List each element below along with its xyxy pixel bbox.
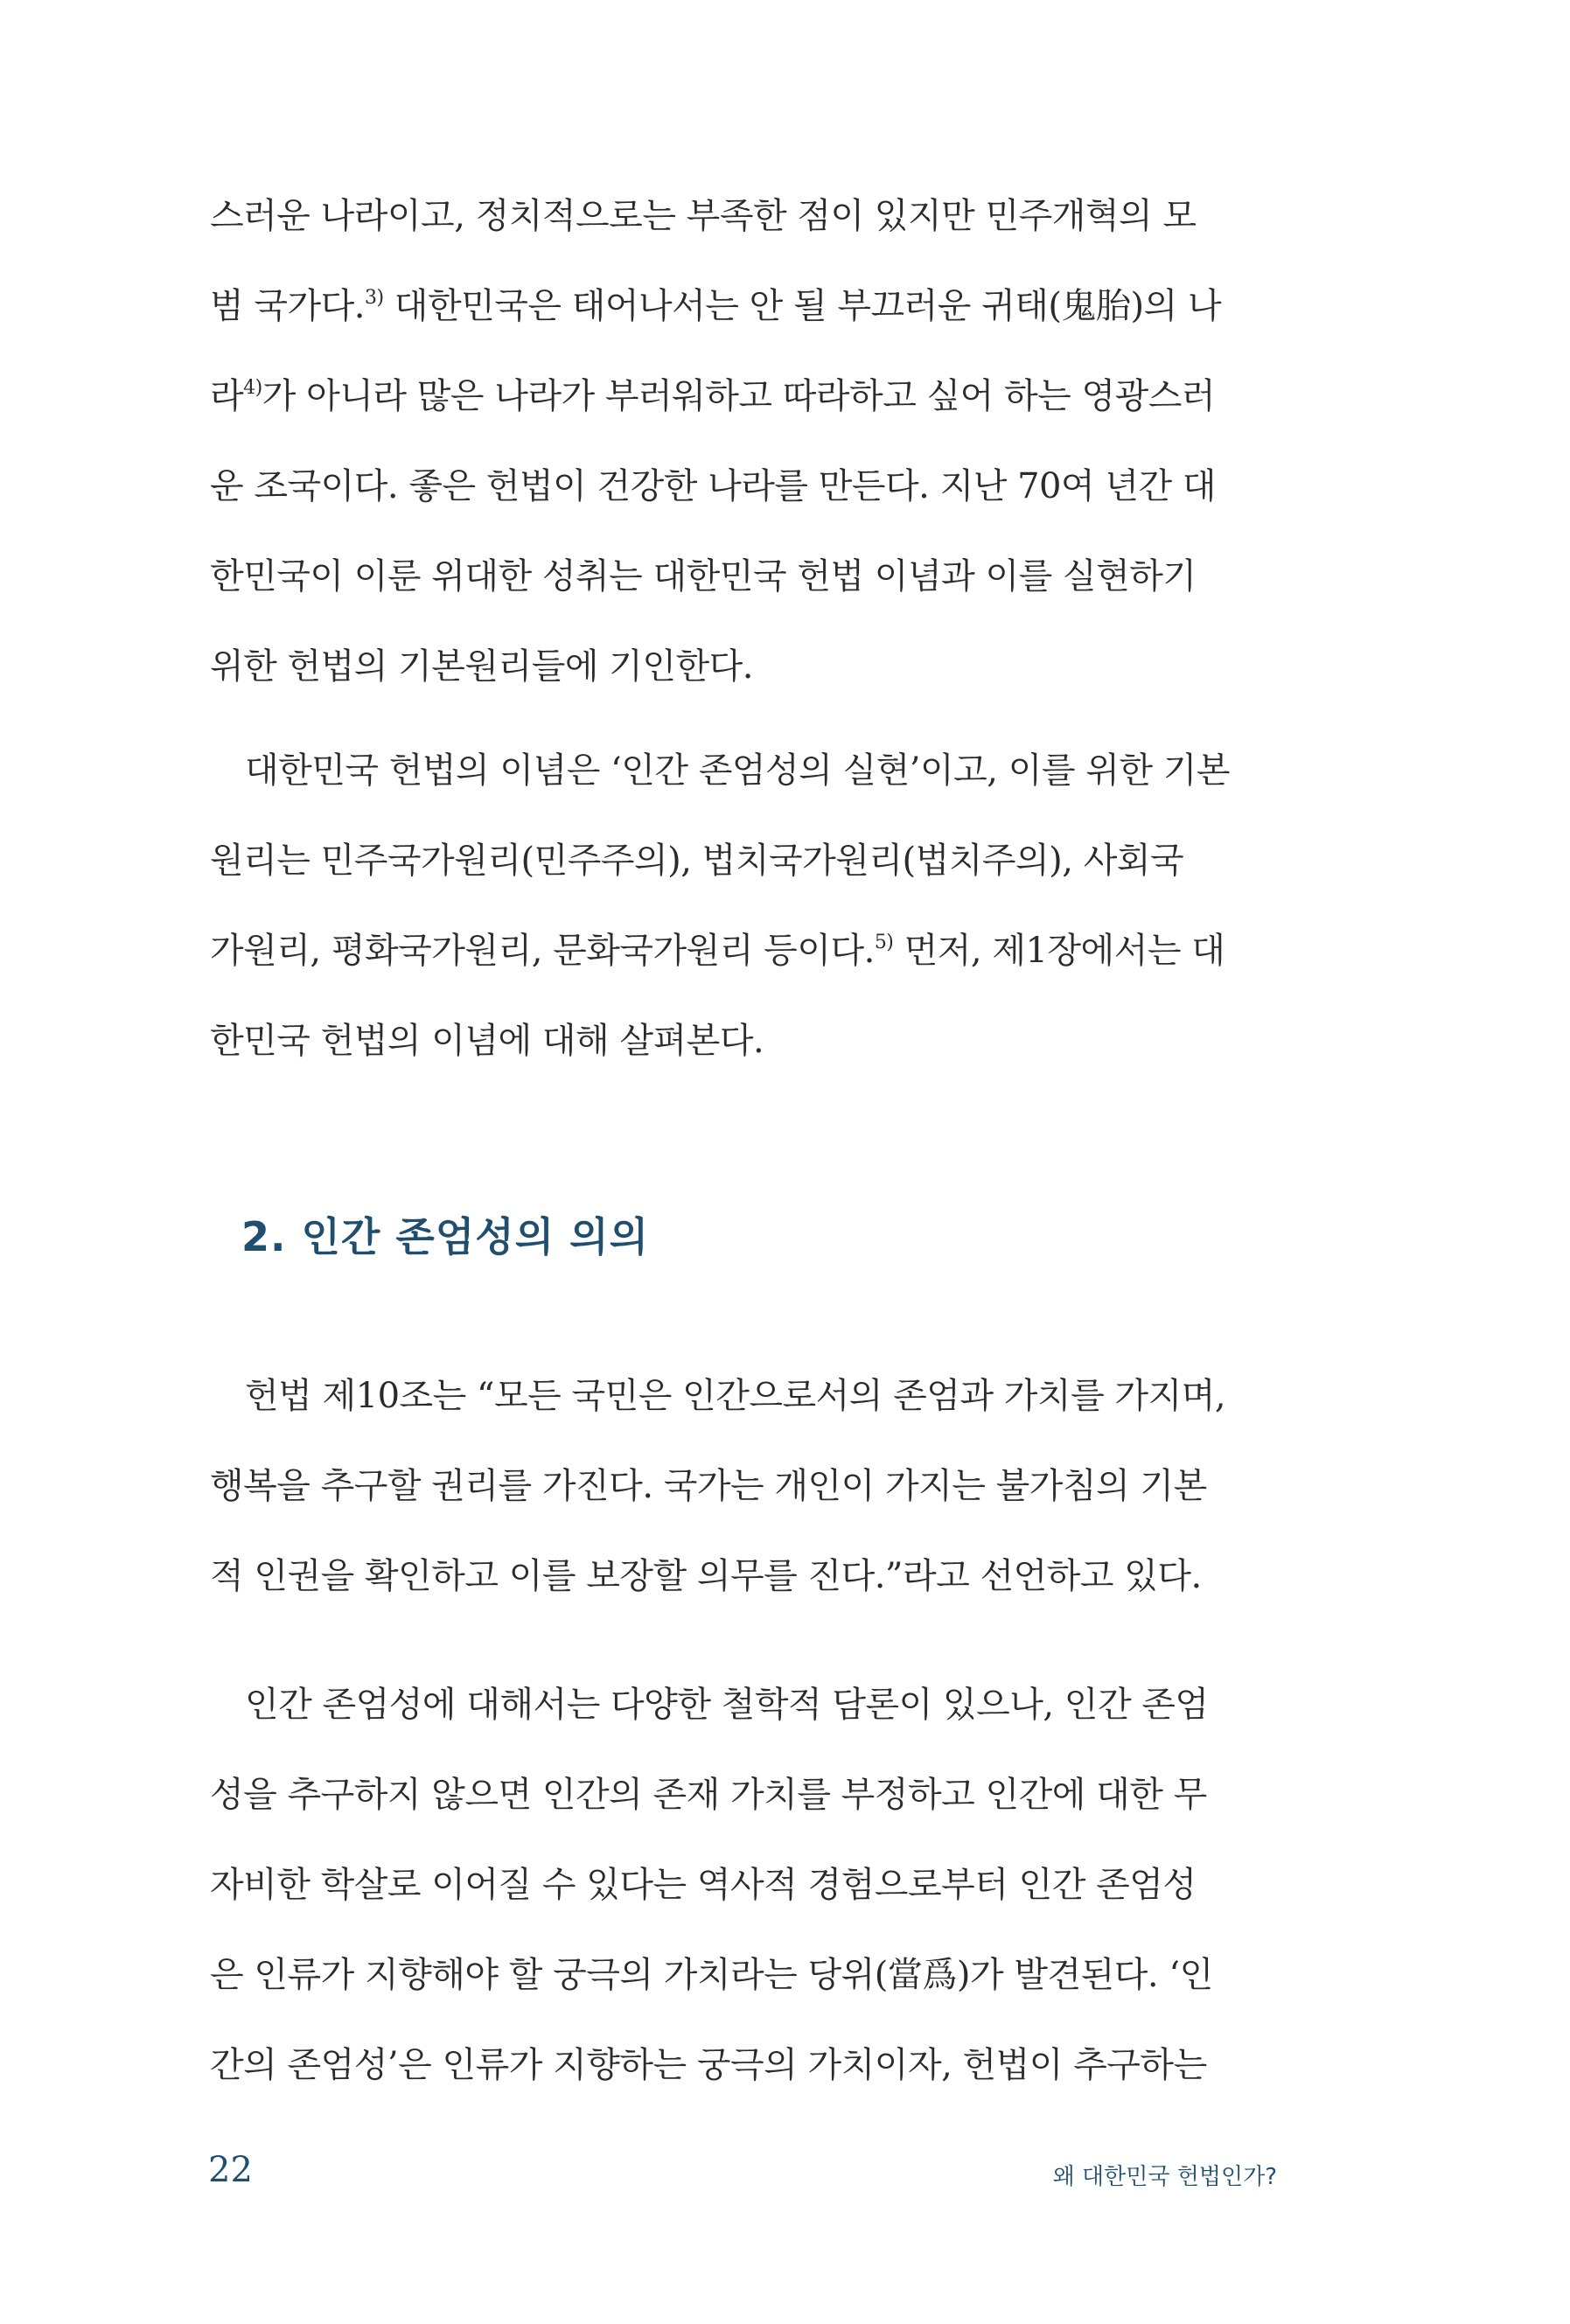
text-line	[210, 1840, 1277, 1930]
text-line	[210, 906, 1277, 996]
footnote-marker[interactable]: 3)	[365, 287, 384, 309]
text-line	[210, 1750, 1277, 1840]
text-line	[210, 1532, 1277, 1622]
section-heading: 2. 인간 존엄성의 의의	[241, 1213, 650, 1260]
text-line	[210, 816, 1277, 906]
text-segment: 가원리, 평화국가원리, 문화국가원리 등이다.	[210, 931, 875, 971]
footnote-marker[interactable]: 4)	[243, 377, 262, 399]
text-segment: 행복을 추구할 권리를 가진다. 국가는 개인이 가지는 불가침의 기본	[210, 1466, 1207, 1506]
text-line	[210, 352, 1277, 442]
text-segment: 한민국이 이룬 위대한 성취는 대한민국 헌법 이념과 이를 실현하기	[210, 556, 1197, 597]
text-line	[210, 1351, 1277, 1441]
text-segment: 가 아니라 많은 나라가 부러워하고 따라하고 싶어 하는 영광스러	[262, 376, 1216, 416]
text-line	[210, 2020, 1277, 2111]
text-segment: 위한 헌법의 기본원리들에 기인한다.	[210, 646, 753, 687]
text-line	[210, 1660, 1277, 1750]
page-number: 22	[208, 2150, 253, 2190]
text-segment: 운 조국이다. 좋은 헌법이 건강한 나라를 만든다. 지난 70여 년간 대	[210, 466, 1216, 506]
running-footer-title: 왜 대한민국 헌법인가?	[1052, 2164, 1277, 2190]
text-line	[210, 442, 1277, 532]
text-segment: 한민국 헌법의 이념에 대해 살펴본다.	[210, 1021, 764, 1061]
paragraph-4	[210, 1660, 1277, 2111]
text-segment: 스러운 나라이고, 정치적으로는 부족한 점이 있지만 민주개혁의 모	[210, 196, 1197, 236]
paragraph-2	[210, 726, 1277, 1086]
text-segment: 인간 존엄성에 대해서는 다양한 철학적 담론이 있으나, 인간 존엄	[245, 1685, 1209, 1725]
text-line	[210, 996, 1277, 1086]
text-line	[210, 171, 1277, 262]
text-line	[210, 532, 1277, 622]
text-segment: 자비한 학살로 이어질 수 있다는 역사적 경험으로부터 인간 존엄성	[210, 1865, 1197, 1905]
text-segment: 원리는 민주국가원리(민주주의), 법치국가원리(법치주의), 사회국	[210, 841, 1184, 881]
text-line	[210, 622, 1277, 712]
paragraph-3	[210, 1351, 1277, 1622]
text-line	[210, 262, 1277, 352]
text-segment: 대한민국 헌법의 이념은 ‘인간 존엄성의 실현’이고, 이를 위한 기본	[245, 750, 1231, 791]
text-segment: 은 인류가 지향해야 할 궁극의 가치라는 당위(當爲)가 발견된다. ‘인	[210, 1955, 1213, 1995]
text-segment: 대한민국은 태어나서는 안 될 부끄러운 귀태(鬼胎)의 나	[383, 286, 1222, 326]
text-segment: 간의 존엄성’은 인류가 지향하는 궁극의 가치이자, 헌법이 추구하는	[210, 2045, 1207, 2085]
text-line	[210, 1930, 1277, 2020]
text-segment: 먼저, 제1장에서는 대	[893, 931, 1225, 971]
text-line	[210, 726, 1277, 816]
text-segment: 적 인권을 확인하고 이를 보장할 의무를 진다.”라고 선언하고 있다.	[210, 1556, 1202, 1596]
text-segment: 헌법 제10조는 “모든 국민은 인간으로서의 존엄과 가치를 가지며,	[245, 1376, 1226, 1416]
footnote-marker[interactable]: 5)	[874, 932, 894, 953]
paragraph-1	[210, 171, 1277, 712]
text-line	[210, 1441, 1277, 1532]
text-segment: 라	[210, 376, 244, 416]
text-segment: 범 국가다.	[210, 286, 365, 326]
text-segment: 성을 추구하지 않으면 인간의 존재 가치를 부정하고 인간에 대한 무	[210, 1775, 1207, 1815]
